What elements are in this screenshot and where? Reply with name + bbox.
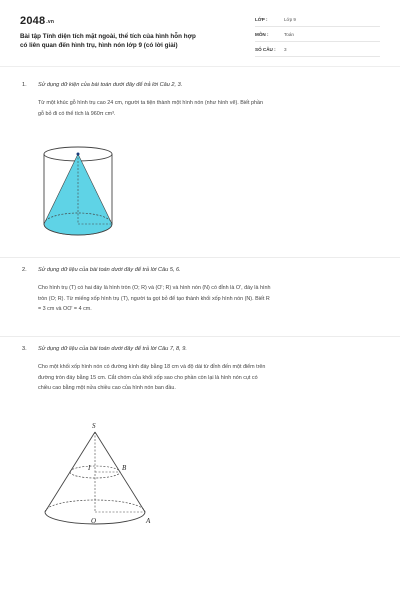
cone-apex-point [77, 153, 80, 156]
truncated-cone-figure [40, 410, 170, 535]
label-point-b: B [122, 464, 127, 472]
question-2-instruction: Sử dụng dữ liệu của bài toán dưới đây để trả lời Câu 5, 6. [38, 267, 181, 273]
question-1-instruction: Sử dụng dữ kiện của bài toán dưới đây để trả lời Câu 2, 3. [38, 82, 183, 88]
meta-class-row [255, 15, 380, 27]
question-1-line-1: Từ một khúc gỗ hình trụ cao 24 cm, người ta tiện thành một hình nón (như hình vẽ). Biết phần [38, 100, 264, 106]
question-1-number: 1. [22, 82, 27, 88]
document-title-line-2: có liên quan đến hình trụ, hình nón lớp 9 (có lời giải) [20, 42, 178, 49]
label-center-i: I [88, 464, 91, 472]
meta-subject-value: Toán [284, 32, 294, 37]
meta-class-label: LỚP : [255, 17, 268, 22]
question-2-line-3: = 3 cm và OO' = 4 cm. [38, 306, 92, 312]
document-title-line-1: Bài tập Tính diện tích mặt ngoài, thể tích của hình hỗn hợp [20, 33, 196, 40]
document-title [20, 32, 250, 50]
meta-subject-label: MÔN : [255, 32, 269, 37]
label-point-a: A [146, 517, 151, 525]
meta-count-row [255, 45, 380, 57]
question-3-instruction: Sử dụng dữ liệu của bài toán dưới đây để trả lời Câu 7, 8, 9. [38, 346, 187, 352]
question-3-line-3: chiều cao bằng một nửa chiều cao của hình nón ban đầu. [38, 385, 176, 391]
label-center-o: O [91, 517, 97, 525]
question-3-number: 3. [22, 346, 27, 352]
meta-count-label: SỐ CÂU : [255, 47, 276, 52]
question-2-line-2: tròn (O; R). Từ miếng xốp hình trụ (T), người ta gọt bỏ để tạo thành khối xốp hình nón (N). Biết R [38, 295, 270, 302]
meta-subject-row [255, 30, 380, 42]
cylinder-cone-figure [40, 140, 120, 250]
section-divider-2 [0, 336, 400, 337]
question-1-line-2: gỗ bỏ đi có thể tích là 960π cm³. [38, 110, 116, 117]
question-2-text [38, 283, 368, 315]
question-1-text [38, 98, 368, 119]
meta-class-value: Lớp 9 [284, 17, 296, 22]
question-3-line-1: Cho một khối xốp hình nón có đường kính đáy bằng 18 cm và độ dài từ đỉnh đến một điểm trên [38, 364, 266, 370]
header-divider [0, 66, 400, 67]
worksheet-header [0, 0, 400, 62]
section-divider-1 [0, 257, 400, 258]
meta-count-value: 3 [284, 47, 287, 52]
label-apex-s: S [92, 422, 96, 430]
logo-domain-text: .vn [46, 19, 55, 25]
question-3-line-2: đường tròn đáy bằng 15 cm. Cắt chóm của khối xốp sao cho phần còn lại là hình nón cụt có [38, 374, 258, 381]
question-2-number: 2. [22, 267, 27, 273]
site-logo[interactable] [20, 15, 54, 27]
question-3-text [38, 362, 368, 394]
question-2-line-1: Cho hình trụ (T) có hai đáy là hình tròn (O; R) và (O'; R) và hình nón (N) có đỉnh là O', đáy là hình [38, 285, 271, 291]
logo-main-text: 2048 [20, 15, 46, 27]
